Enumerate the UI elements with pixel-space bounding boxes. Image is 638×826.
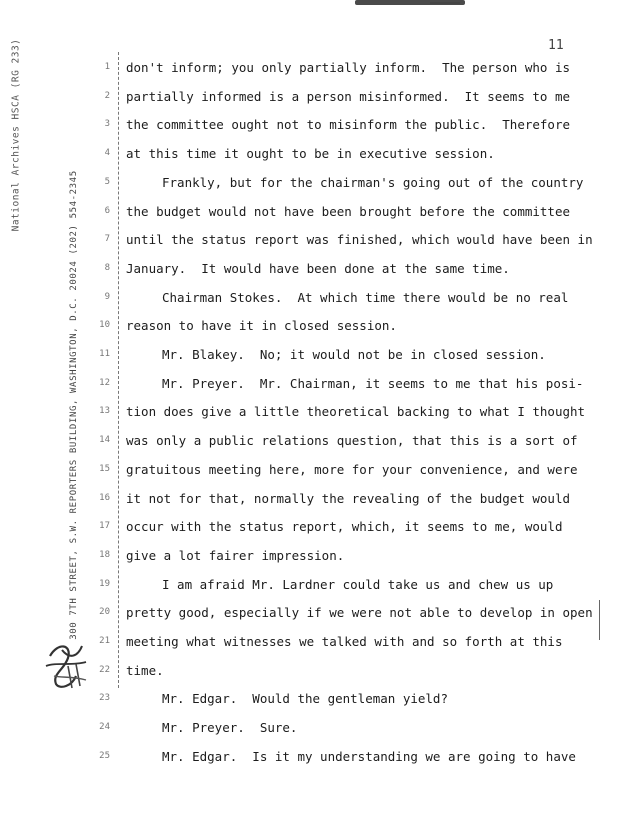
transcript-line: [0, 661, 638, 681]
transcript-line: [0, 546, 638, 566]
line-text: pretty good, especially if we were not able to develop in open: [126, 605, 593, 621]
line-number: 10: [99, 320, 110, 331]
line-text: partially informed is a person misinformed. It seems to me: [126, 88, 571, 104]
page-number: 11: [548, 38, 564, 53]
transcript-line: [0, 374, 638, 394]
line-text: time.: [126, 662, 164, 678]
line-number: 3: [104, 119, 110, 130]
line-text: Frankly, but for the chairman's going out of the country: [162, 174, 584, 190]
transcript-line: [0, 603, 638, 623]
transcript-line: [0, 517, 638, 537]
reporter-address-text: 300 7TH STREET, S.W. REPORTERS BUILDING, WASHINGTON, D.C. 20024 (202) 554-2345: [69, 170, 79, 640]
transcript-line: [0, 345, 638, 365]
transcript-line: [0, 173, 638, 193]
line-text: Mr. Preyer. Mr. Chairman, it seems to me that his posi-: [162, 375, 584, 391]
line-number: 13: [99, 406, 110, 417]
line-text: give a lot fairer impression.: [126, 547, 345, 563]
line-number: 18: [99, 549, 110, 560]
line-number: 22: [99, 664, 110, 675]
line-number: 20: [99, 607, 110, 618]
line-number: 12: [99, 377, 110, 388]
line-number: 1: [104, 62, 110, 72]
transcript-line: [0, 689, 638, 709]
transcript-line: [0, 431, 638, 451]
line-text: meeting what witnesses we talked with and so forth at this: [126, 634, 563, 649]
line-text: it not for that, normally the revealing of the budget would: [126, 490, 571, 506]
line-number: 25: [99, 750, 110, 761]
transcript-line: [0, 718, 638, 738]
line-text: don't inform; you only partially inform. The person who is: [126, 60, 571, 75]
transcript-line: [0, 144, 638, 164]
line-number: 7: [104, 234, 110, 245]
transcript-line: [0, 747, 638, 767]
line-number: 8: [104, 262, 110, 273]
line-number: 4: [104, 148, 110, 159]
line-number: 11: [99, 349, 110, 359]
line-number: 16: [99, 492, 110, 503]
line-number: 9: [104, 291, 110, 302]
transcript-line: [0, 460, 638, 480]
line-text: Chairman Stokes. At which time there would be no real: [162, 289, 569, 305]
line-number: 6: [104, 205, 110, 216]
line-number: 21: [99, 636, 110, 646]
line-text: reason to have it in closed session.: [126, 318, 397, 334]
transcript-line: [0, 87, 638, 107]
line-text: January. It would have been done at the same time.: [126, 260, 510, 276]
line-text: I am afraid Mr. Lardner could take us and chew us up: [162, 576, 554, 592]
line-text: gratuitous meeting here, more for your convenience, and were: [126, 461, 578, 477]
line-number: 5: [104, 176, 110, 187]
line-text: the committee ought not to misinform the public. Therefore: [126, 117, 571, 133]
line-text: Mr. Edgar. Would the gentleman yield?: [162, 691, 448, 707]
line-text: Mr. Blakey. No; it would not be in closed session.: [162, 347, 546, 362]
line-number: 15: [99, 463, 110, 474]
line-number: 24: [99, 722, 110, 733]
archive-margin-text: National Archives HSCA (RG 233): [10, 38, 22, 232]
line-text: occur with the status report, which, it seems to me, would: [126, 519, 563, 535]
line-number: 19: [99, 578, 110, 589]
transcript-line: [0, 489, 638, 509]
transcript-line: [0, 202, 638, 222]
transcript-line: [0, 230, 638, 250]
transcript-line: [0, 259, 638, 279]
line-number: 23: [99, 693, 110, 704]
transcript-line: [0, 288, 638, 308]
line-text: tion does give a little theoretical backing to what I thought: [126, 404, 586, 420]
line-text: at this time it ought to be in executive session.: [126, 146, 495, 162]
line-number: 2: [104, 90, 110, 101]
line-text: the budget would not have been brought before the committee: [126, 203, 571, 219]
line-number: 14: [99, 435, 110, 446]
line-text: until the status report was finished, which would have been in: [126, 232, 593, 248]
transcript-line: [0, 58, 638, 78]
line-text: was only a public relations question, that this is a sort of: [126, 433, 578, 449]
line-number: 17: [99, 521, 110, 532]
transcript-line: [0, 115, 638, 135]
line-text: Mr. Preyer. Sure.: [162, 720, 298, 736]
line-text: Mr. Edgar. Is it my understanding we are going to have: [162, 748, 576, 764]
transcript-line: [0, 402, 638, 422]
transcript-line: [0, 632, 638, 652]
top-scan-mark-small: [430, 2, 460, 4]
transcript-line: [0, 575, 638, 595]
transcript-line: [0, 316, 638, 336]
